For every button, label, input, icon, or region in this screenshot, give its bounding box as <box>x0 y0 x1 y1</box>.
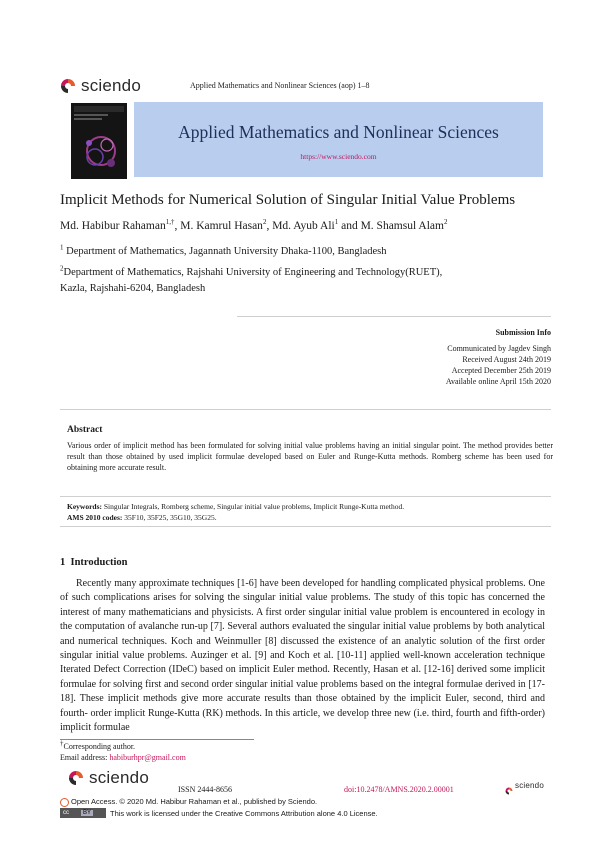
keywords-text: Singular Integrals, Romberg scheme, Singular initial value problems, Implicit Runge-Kutta method. <box>103 502 405 511</box>
sciendo-logo-icon <box>68 770 84 786</box>
introduction-text: Recently many approximate techniques [1-6] have been developed for handling complicated physical problems. One of such complications arises for solving the singular initial value problems. The study of this topic has concerned the interest of many mathematicians and physicists. A first order singular initial value problem is encountered in ecology in the computation of avalanche run-up [7]. Several authors evaluated the singular initial value problems by both analytical and numerical techniques. Koch and Weinmuller [8] discussed the existence of an analytic solution of the first order singular initial value problems. Auzinger et al. [9] and Koch et al. [10-11] applied well-known acceleration technique Iterated Defect Correction (IDeC) based on implicit Euler method. Recently, Hasan et al. [12-16] derived some implicit formulae for solving first and second order singular initial value problems based on the integral formulae derived in [17-18]. These implicit methods give more accurate results than those obtained by the implicit Euler, second, third and fourth- order implicit Runge-Kutta (RK) methods. In this article, we develop three new (i.e. third, fourth and fifth-order) implicit formulae <box>60 578 545 734</box>
submission-info-heading: Submission Info <box>495 328 551 337</box>
sciendo-logo-icon <box>60 78 76 94</box>
affiliation-mark: 1 <box>60 243 64 252</box>
body-paragraph <box>60 577 545 735</box>
footer-small-logo <box>505 781 544 790</box>
divider <box>60 409 551 410</box>
email-label: Email address: <box>60 753 108 762</box>
footnote-corresponding <box>60 739 136 751</box>
logo-wordmark-small: sciendo <box>515 781 544 790</box>
license-notice <box>60 808 378 818</box>
author-mark: 1,† <box>165 218 175 227</box>
cc-by-license-icon[interactable] <box>60 808 106 818</box>
email-link[interactable]: habiburhpr@gmail.com <box>109 753 186 762</box>
ams-label: AMS 2010 codes: <box>67 513 123 522</box>
submission-online: Available online April 15th 2020 <box>445 377 551 386</box>
affiliation-text-cont: Kazla, Rajshahi-6204, Bangladesh <box>60 283 206 294</box>
author-mark: 2 <box>443 218 448 227</box>
by-label: BY <box>83 810 92 816</box>
journal-cover-image <box>71 103 127 179</box>
logo-wordmark: sciendo <box>81 76 141 95</box>
author-mark: 1 <box>334 218 339 227</box>
paper-title: Implicit Methods for Numerical Solution of Singular Initial Value Problems <box>60 192 516 208</box>
abstract-text: Various order of implicit method has been formulated for solving initial value problems having an initial singular point. The method provides better result than those obtained by used implicit formulae developed based on Euler and Runge-Kutta methods. Romberg scheme has been used for obtaining more accurate result. <box>67 441 553 472</box>
divider <box>60 496 551 497</box>
open-access-notice <box>60 797 317 807</box>
affiliation-1 <box>60 243 387 257</box>
ams-text: 35F10, 35F25, 35G10, 35G25. <box>124 513 217 522</box>
logo-wordmark: sciendo <box>89 768 149 787</box>
journal-banner <box>134 102 543 177</box>
author-mark: 2 <box>262 218 267 227</box>
author-name: Md. Ayub Ali <box>272 220 335 232</box>
submission-accepted: Accepted December 25th 2019 <box>451 366 551 375</box>
open-access-text: Open Access. © 2020 Md. Habibur Rahaman et al., published by Sciendo. <box>71 797 318 806</box>
journal-running-header: Applied Mathematics and Nonlinear Sciences (aop) 1–8 <box>190 81 370 90</box>
submission-received: Received August 24th 2019 <box>462 355 551 364</box>
author-name: M. Kamrul Hasan <box>180 220 263 232</box>
footnote-text: Corresponding author. <box>63 742 136 751</box>
license-text: This work is licensed under the Creative Commons Attribution alone 4.0 License. <box>110 808 378 818</box>
author-list: Md. Habibur Rahaman$^{1,\dagger}$, M. Kamrul Hasan$^2$, Md. Ayub Ali$^1$ and M. Shamsul Alam$^2$ <box>60 218 448 232</box>
footnote-mark: † <box>60 739 64 748</box>
abstract-heading: Abstract <box>67 425 103 435</box>
journal-url-link[interactable]: https://www.sciendo.com <box>300 152 377 161</box>
footnote-rule <box>60 739 254 740</box>
submission-communicated: Communicated by Jagdev Singh <box>447 344 551 353</box>
open-access-icon <box>60 798 69 807</box>
affiliation-mark: 2 <box>60 264 64 273</box>
author-name: Md. Habibur Rahaman <box>60 220 166 232</box>
doi-link[interactable]: doi:10.2478/AMNS.2020.2.00001 <box>344 785 454 794</box>
section-title: Introduction <box>70 557 128 568</box>
section-number: 1 <box>60 557 66 568</box>
issn: ISSN 2444-8656 <box>178 785 233 794</box>
sciendo-small-icon <box>505 782 513 790</box>
sciendo-logo <box>60 76 141 96</box>
author-name: M. Shamsul Alam <box>360 220 444 232</box>
divider <box>237 316 551 317</box>
cc-label: cc <box>63 810 69 816</box>
divider <box>60 526 551 527</box>
footnote-email <box>60 753 186 762</box>
affiliation-2 <box>60 265 442 297</box>
keywords-block <box>67 501 553 523</box>
footer-sciendo-logo <box>68 768 149 788</box>
keywords-label: Keywords: <box>67 502 102 511</box>
journal-title: Applied Mathematics and Nonlinear Sciences <box>178 122 499 142</box>
affiliation-text: Department of Mathematics, Rajshahi University of Engineering and Technology(RUET), <box>63 267 443 278</box>
section-heading <box>60 557 128 568</box>
affiliation-text: Department of Mathematics, Jagannath University Dhaka-1100, Bangladesh <box>66 246 387 257</box>
